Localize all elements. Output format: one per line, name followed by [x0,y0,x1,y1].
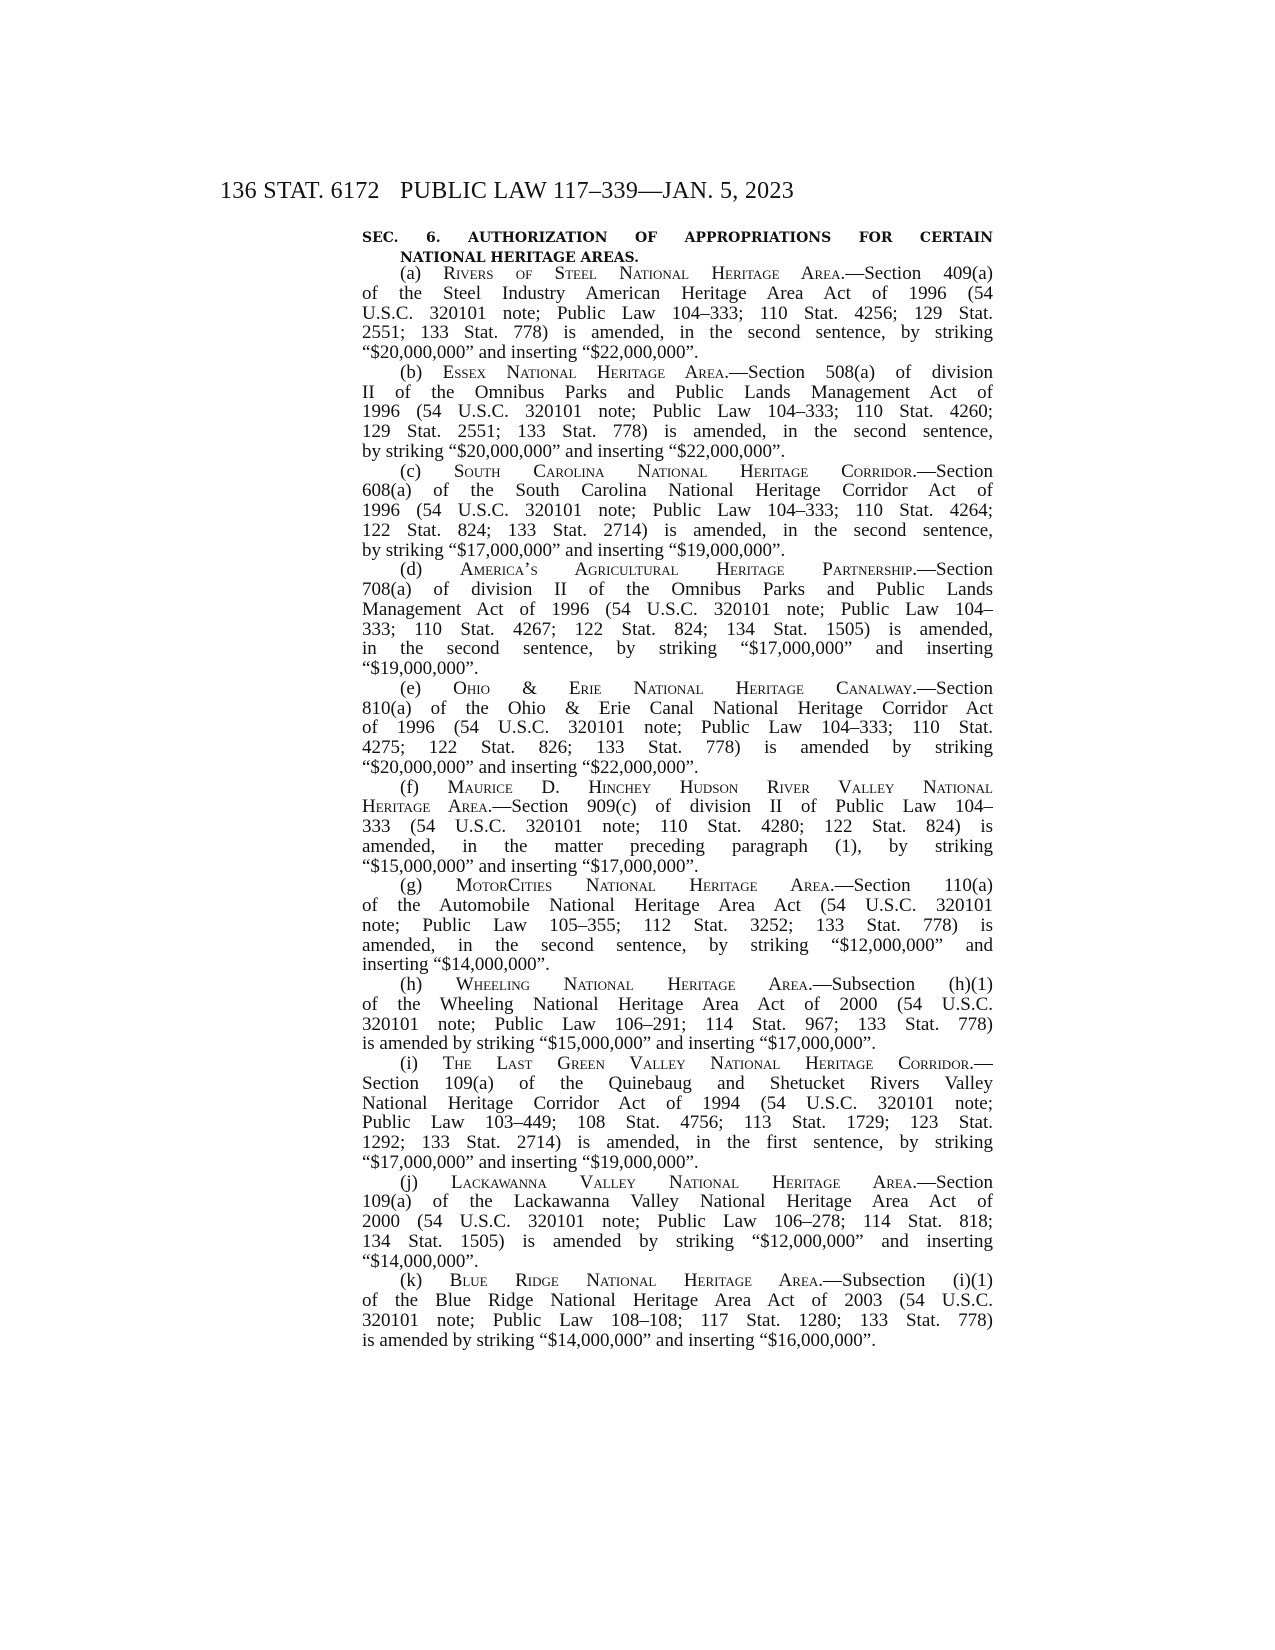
text-segment: 708(a) of division II of the Omnibus Parks and Public Lands [362,580,993,600]
text-line [362,363,993,383]
subsection-paragraph [362,1271,993,1350]
text-segment: 134 Stat. 1505) is amended by striking “$12,000,000” and inserting [362,1231,993,1252]
text-line [362,876,993,896]
text-line [362,1094,993,1114]
subsection-paragraph [362,876,993,975]
text-line [362,1153,993,1173]
text-line [362,857,993,877]
page-number: 136 STAT. 6172 [220,178,380,204]
text-segment: (d) [400,560,460,580]
text-segment: Public Law 103–449; 108 Stat. 4756; 113 Stat. 1729; 123 Stat. [362,1113,993,1133]
text-segment: note; Public Law 105–355; 112 Stat. 3252; 133 Stat. 778) is [362,915,993,936]
text-line [362,1232,993,1252]
text-line [362,501,993,521]
text-line [362,481,993,501]
text-line [362,778,993,798]
subsection-paragraph [362,560,993,679]
text-segment: 810(a) of the Ohio & Erie Canal National Heritage Corridor Act [362,698,993,719]
text-segment: 2000 (54 U.S.C. 320101 note; Public Law 106–278; 114 Stat. 818; [362,1212,993,1232]
text-segment: (f) [400,777,448,798]
text-line [362,462,993,482]
text-line [362,718,993,738]
subsection-heading: Wheeling National Heritage Area [455,975,808,995]
text-line [362,1113,993,1133]
text-line [362,284,993,304]
text-segment: amended, in the second sentence, by striking “$12,000,000” and [362,935,993,956]
text-line [362,541,993,561]
text-segment: “$17,000,000” and inserting “$19,000,000”. [362,1152,699,1173]
text-line [362,797,993,817]
text-segment: (b) [400,362,443,383]
text-line [362,659,993,679]
subsection-heading: Ohio & Erie National Heritage Canalway [453,678,913,699]
text-segment: in the second sentence, by striking “$17,000,000” and inserting [362,639,993,659]
text-line [362,758,993,778]
text-segment: (i) [400,1054,443,1074]
text-segment: by striking “$20,000,000” and inserting “$22,000,000”. [362,441,786,462]
text-segment: II of the Omnibus Parks and Public Lands Management Act of [362,382,993,403]
text-line [362,402,993,422]
text-segment: 320101 note; Public Law 106–291; 114 Stat. 967; 133 Stat. 778) [362,1014,993,1035]
subsection-paragraph [362,975,993,1054]
subsection-heading: Maurice D. Hinchey Hudson River Valley National [447,777,993,798]
text-segment: (g) [400,876,456,896]
text-line [362,1271,993,1291]
text-segment: 129 Stat. 2551; 133 Stat. 778) is amended, in the second sentence, [362,422,993,442]
text-line [362,600,993,620]
subsection-heading: Essex National Heritage Area [442,362,725,383]
text-line [362,738,993,758]
text-line [362,679,993,699]
text-segment: 333; 110 Stat. 4267; 122 Stat. 824; 134 Stat. 1505) is amended, [362,619,993,640]
subsection-heading: South Carolina National Heritage Corridor [453,461,913,482]
text-segment: 320101 note; Public Law 108–108; 117 Stat. 1280; 133 Stat. 778) [362,1310,993,1331]
text-segment: amended, in the matter preceding paragraph (1), by striking [362,836,993,857]
text-line [362,817,993,837]
section-body [362,264,993,1350]
subsection-heading: MotorCities National Heritage Area [455,876,830,896]
text-segment: “$15,000,000” and inserting “$17,000,000”. [362,856,699,877]
text-line [362,264,993,284]
text-segment: .—Section [912,1172,993,1193]
subsection-heading: Heritage Area [362,797,488,817]
text-line [362,1311,993,1331]
text-segment: Management Act of 1996 (54 U.S.C. 320101 note; Public Law 104– [362,599,993,620]
subsection-paragraph [362,264,993,363]
text-line [362,995,993,1015]
text-segment: (e) [400,678,454,699]
text-segment: by striking “$17,000,000” and inserting “$19,000,000”. [362,540,786,561]
subsection-paragraph [362,1054,993,1173]
text-segment: .—Subsection (h)(1) [807,975,993,995]
subsection-paragraph [362,363,993,462]
text-segment: .—Section [912,560,993,580]
text-line [362,323,993,343]
text-line [362,343,993,363]
text-segment: .— [969,1054,993,1074]
text-segment: “$20,000,000” and inserting “$22,000,000”. [362,757,699,778]
text-line [362,837,993,857]
text-segment: of the Blue Ridge National Heritage Area Act of 2003 (54 U.S.C. [362,1291,993,1311]
text-line [362,1252,993,1272]
subsection-heading: The Last Green Valley National Heritage Corridor [442,1054,970,1074]
subsection-paragraph [362,462,993,561]
text-segment: .—Section 508(a) of division [724,362,993,383]
text-segment: .—Section 909(c) of division II of Public Law 104– [487,797,993,817]
text-segment: (c) [400,461,454,482]
section-heading-line: SEC. 6. AUTHORIZATION OF APPROPRIATIONS FOR CERTAIN [362,230,993,246]
text-line [362,1173,993,1193]
text-line [362,955,993,975]
text-segment: (k) [400,1271,450,1291]
page-title: PUBLIC LAW 117–339—JAN. 5, 2023 [400,178,795,204]
text-line [362,1331,993,1351]
text-line [362,639,993,659]
text-line [362,1034,993,1054]
text-line [362,699,993,719]
subsection-heading: Blue Ridge National Heritage Area [449,1271,819,1291]
text-segment: .—Section [912,678,993,699]
text-segment: is amended by striking “$14,000,000” and inserting “$16,000,000”. [362,1330,876,1351]
subsection-paragraph [362,778,993,877]
section-heading-line: NATIONAL HERITAGE AREAS. [400,249,640,266]
text-line [362,442,993,462]
text-segment: “$14,000,000”. [362,1251,479,1272]
text-line [362,975,993,995]
text-segment: 4275; 122 Stat. 826; 133 Stat. 778) is amended by striking [362,738,993,758]
text-line [362,1291,993,1311]
text-segment: 1292; 133 Stat. 2714) is amended, in the first sentence, by striking [362,1133,993,1153]
text-segment: of 1996 (54 U.S.C. 320101 note; Public Law 104–333; 110 Stat. [362,718,993,738]
text-segment: .—Subsection (i)(1) [818,1271,993,1291]
text-segment: National Heritage Corridor Act of 1994 (54 U.S.C. 320101 note; [362,1093,993,1114]
text-segment: .—Section [912,461,993,482]
text-segment: 608(a) of the South Carolina National Heritage Corridor Act of [362,481,993,501]
text-segment: Section 109(a) of the Quinebaug and Shetucket Rivers Valley [362,1073,993,1094]
subsection-heading: America’s Agricultural Heritage Partnership [459,560,913,580]
text-segment: of the Steel Industry American Heritage Area Act of 1996 (54 [362,283,993,304]
text-segment: is amended by striking “$15,000,000” and inserting “$17,000,000”. [362,1034,876,1054]
text-line [362,1074,993,1094]
text-line [362,1212,993,1232]
text-line [362,916,993,936]
text-line [362,1015,993,1035]
text-line [362,521,993,541]
text-line [362,580,993,600]
text-segment: 109(a) of the Lackawanna Valley National Heritage Area Act of [362,1192,993,1212]
text-line [362,1054,993,1074]
text-segment: .—Section 110(a) [829,876,993,896]
text-segment: (a) [400,264,444,284]
text-line [362,936,993,956]
subsection-heading: Rivers of Steel National Heritage Area [443,264,841,284]
text-segment: .—Section 409(a) [840,264,993,284]
text-line [362,560,993,580]
text-line [362,1133,993,1153]
text-segment: 122 Stat. 824; 133 Stat. 2714) is amended, in the second sentence, [362,520,993,541]
subsection-paragraph [362,1173,993,1272]
text-line [362,620,993,640]
subsection-heading: Lackawanna Valley National Heritage Area [451,1172,913,1193]
subsection-paragraph [362,679,993,778]
text-segment: inserting “$14,000,000”. [362,955,550,975]
text-segment: of the Automobile National Heritage Area Act (54 U.S.C. 320101 [362,896,993,916]
text-line [362,896,993,916]
section-heading [362,229,993,268]
text-segment: 2551; 133 Stat. 778) is amended, in the second sentence, by striking [362,323,993,343]
text-segment: 1996 (54 U.S.C. 320101 note; Public Law 104–333; 110 Stat. 4264; [362,501,993,521]
text-segment: 333 (54 U.S.C. 320101 note; 110 Stat. 4280; 122 Stat. 824) is [362,817,993,837]
text-line [362,1192,993,1212]
text-segment: 1996 (54 U.S.C. 320101 note; Public Law 104–333; 110 Stat. 4260; [362,402,993,422]
text-line [362,383,993,403]
text-segment: (h) [400,975,456,995]
text-line [362,304,993,324]
text-segment: “$20,000,000” and inserting “$22,000,000”. [362,343,699,363]
text-line [362,422,993,442]
text-segment: “$19,000,000”. [362,659,479,679]
text-segment: U.S.C. 320101 note; Public Law 104–333; 110 Stat. 4256; 129 Stat. [362,303,993,324]
text-segment: (j) [400,1172,452,1193]
text-segment: of the Wheeling National Heritage Area Act of 2000 (54 U.S.C. [362,994,993,1015]
